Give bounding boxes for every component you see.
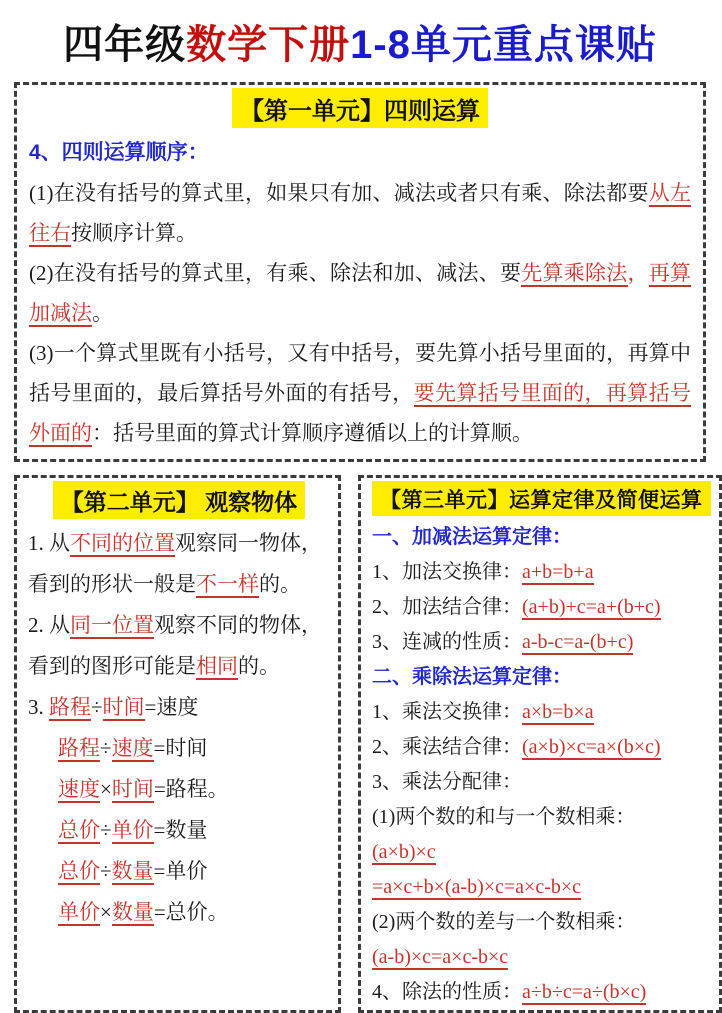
text-line (28, 728, 330, 769)
text-run: 单价 (111, 818, 154, 842)
text-run: =速度 (144, 695, 199, 719)
text-run: 速度 (111, 736, 154, 760)
text-run: 时间 (102, 695, 145, 719)
text-run: 总价 (58, 818, 100, 842)
text-run: 一、加减法运算定律： (372, 526, 572, 548)
text-run: a-b-c=a-(b+c) (522, 631, 634, 653)
text-run: 路程 (58, 736, 100, 760)
text-line (372, 730, 711, 765)
text-run: 的。 (259, 572, 301, 596)
text-run: ÷ (91, 695, 103, 719)
unit2-content (28, 523, 330, 933)
text-run: 3. (28, 695, 49, 719)
text-run: × (100, 777, 112, 801)
text-run: 二、乘除法运算定律： (372, 666, 572, 688)
text-run: a+b=b+a (522, 561, 594, 583)
text-line (372, 765, 711, 800)
text-line (28, 810, 330, 851)
text-line (372, 975, 711, 1010)
text-run: 时间 (111, 777, 154, 801)
text-run: 先算乘除法 (521, 261, 628, 285)
text-run: 速度 (58, 777, 100, 801)
text-run: =总价。 (153, 900, 229, 924)
text-line (28, 769, 330, 810)
text-line (28, 687, 330, 728)
text-run: (3)一个算式里既有小括号，又有中括号，要先算小括号里面的，再算中括号里面的，最后算括号外面的有括号， (29, 341, 691, 405)
text-run: =路程。 (153, 777, 229, 801)
text-line (372, 625, 711, 660)
text-line (28, 605, 330, 687)
text-line (372, 590, 711, 625)
text-run: (1)两个数的和与一个数相乘： (372, 806, 636, 828)
text-run: 1. 从 (28, 531, 70, 555)
text-run: 观察不同的物体，看到的图形可能是 (28, 613, 322, 678)
text-run: 1、乘法交换律： (372, 701, 522, 723)
text-run: 的。 (238, 654, 280, 678)
text-run: 相同 (196, 654, 238, 678)
text-run: 3、连减的性质： (372, 631, 522, 653)
text-run: 2. 从 (28, 613, 70, 637)
text-run: ：括号里面的算式计算顺序遵循以上的计算顺。 (92, 421, 533, 445)
text-line (29, 132, 691, 173)
text-run: 数量 (111, 859, 154, 883)
text-run: 。 (92, 301, 113, 325)
unit3-section (358, 475, 722, 1013)
text-run: 路程 (49, 695, 91, 719)
unit3-content (372, 520, 711, 1010)
page-title (0, 22, 720, 68)
text-run: 4、除法的性质： (372, 981, 522, 1003)
text-run: × (100, 900, 112, 924)
text-line (372, 835, 711, 870)
text-run: (a+b)+c=a+(b+c) (522, 596, 661, 618)
text-run: 1、加法交换律： (372, 561, 522, 583)
unit3-header-highlight: 【第三单元】运算定律及简便运算 (372, 481, 711, 516)
text-run: (1)在没有括号的算式里，如果只有加、减法或者只有乘、除法都要 (29, 181, 649, 205)
page-title-grade: 四年级 (63, 23, 187, 67)
text-run: 2、加法结合律： (372, 596, 522, 618)
text-run: (2)在没有括号的算式里，有乘、除法和加、减法、要 (29, 261, 522, 285)
text-run: =数量 (153, 818, 208, 842)
unit2-header-highlight: 【第二单元】 观察物体 (53, 481, 305, 519)
text-run: 从左往右 (29, 181, 692, 245)
text-run: a×b=b×a (522, 701, 594, 723)
text-run: =时间 (153, 736, 208, 760)
text-run: ， (627, 261, 649, 285)
text-run: 总价 (58, 859, 100, 883)
text-run: (2)两个数的差与一个数相乘： (372, 911, 636, 933)
text-run: 2、乘法结合律： (372, 736, 522, 758)
text-run: ÷ (100, 859, 112, 883)
text-run: 数量 (111, 900, 154, 924)
unit1-content (29, 132, 691, 453)
text-line (372, 695, 711, 730)
lower-row (14, 475, 706, 1013)
text-line (372, 555, 711, 590)
text-line (372, 940, 711, 975)
text-line (28, 892, 330, 933)
text-run: 不一样 (196, 572, 259, 596)
text-run: 不同的位置 (70, 531, 175, 555)
text-run: =单价 (153, 859, 208, 883)
text-run: ÷ (100, 736, 112, 760)
text-run: 要先算括号里面的，再算括号外面的 (29, 381, 692, 445)
text-run: a÷b÷c=a÷(b×c) (522, 981, 647, 1003)
unit2-header (28, 481, 330, 519)
text-run: =a×c+b×(a-b)×c=a×c-b×c (372, 876, 582, 898)
page-title-subject: 数学下册 (186, 23, 351, 67)
text-line (28, 523, 330, 605)
page-title-units: 1-8单元重点课贴 (350, 23, 657, 67)
unit2-section (14, 475, 341, 1013)
text-run: (a-b)×c=a×c-b×c (372, 946, 509, 968)
text-run: 同一位置 (70, 613, 154, 637)
unit1-header-highlight: 【第一单元】四则运算 (232, 88, 488, 128)
text-line (29, 173, 691, 253)
text-run: ÷ (100, 818, 112, 842)
text-run: 观察同一物体，看到的形状一般是 (28, 531, 322, 596)
text-line (29, 333, 691, 453)
unit1-header (29, 88, 691, 128)
text-line (372, 905, 711, 940)
text-run: (a×b)×c (372, 841, 436, 863)
unit1-section (14, 82, 706, 462)
text-line (372, 800, 711, 835)
text-run: 4、四则运算顺序： (29, 141, 209, 164)
text-run: 按顺序计算。 (71, 221, 197, 245)
text-run: 3、乘法分配律： (372, 771, 522, 793)
text-line (372, 520, 711, 555)
unit3-header (372, 481, 711, 516)
text-line (29, 253, 691, 333)
text-run: (a×b)×c=a×(b×c) (522, 736, 661, 758)
text-run: 再算加减法 (29, 261, 692, 325)
text-line (28, 851, 330, 892)
text-line (372, 660, 711, 695)
text-run: 单价 (58, 900, 100, 924)
text-line (372, 870, 711, 905)
